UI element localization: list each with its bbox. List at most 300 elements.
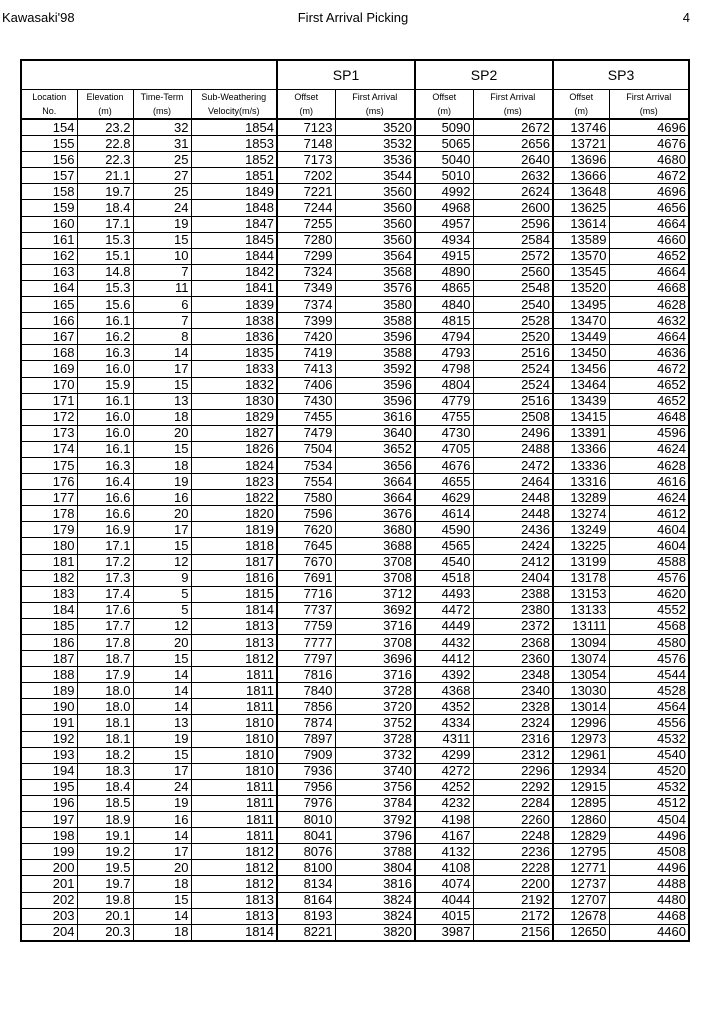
table-cell: 4628 bbox=[609, 297, 689, 313]
table-cell: 19 bbox=[133, 795, 191, 811]
table-cell: 4672 bbox=[609, 168, 689, 184]
table-cell: 4412 bbox=[415, 651, 473, 667]
table-cell: 13391 bbox=[553, 425, 609, 441]
table-cell: 4840 bbox=[415, 297, 473, 313]
table-cell: 1832 bbox=[191, 377, 277, 393]
table-cell: 4392 bbox=[415, 667, 473, 683]
table-cell: 13696 bbox=[553, 152, 609, 168]
table-cell: 18.0 bbox=[77, 699, 133, 715]
table-cell: 5 bbox=[133, 586, 191, 602]
table-cell: 2156 bbox=[473, 924, 553, 941]
table-cell: 17 bbox=[133, 361, 191, 377]
table-cell: 3692 bbox=[335, 602, 415, 618]
table-cell: 3536 bbox=[335, 152, 415, 168]
table-cell: 4992 bbox=[415, 184, 473, 200]
table-cell: 4620 bbox=[609, 586, 689, 602]
table-cell: 13470 bbox=[553, 313, 609, 329]
table-cell: 164 bbox=[21, 280, 77, 296]
table-cell: 4512 bbox=[609, 795, 689, 811]
table-cell: 2560 bbox=[473, 264, 553, 280]
table-cell: 1841 bbox=[191, 280, 277, 296]
table-cell: 13153 bbox=[553, 586, 609, 602]
table-cell: 5090 bbox=[415, 119, 473, 136]
table-cell: 4556 bbox=[609, 715, 689, 731]
table-cell: 3596 bbox=[335, 329, 415, 345]
table-cell: 194 bbox=[21, 763, 77, 779]
table-cell: 186 bbox=[21, 635, 77, 651]
sp1-header: SP1 bbox=[277, 60, 415, 90]
page-header bbox=[0, 10, 706, 30]
table-cell: 2584 bbox=[473, 232, 553, 248]
table-cell: 7406 bbox=[277, 377, 335, 393]
table-cell: 18.1 bbox=[77, 715, 133, 731]
table-body bbox=[21, 119, 689, 941]
table-cell: 5 bbox=[133, 602, 191, 618]
column-header: First Arrival bbox=[335, 90, 415, 105]
table-cell: 9 bbox=[133, 570, 191, 586]
table-cell: 12996 bbox=[553, 715, 609, 731]
sp3-header: SP3 bbox=[553, 60, 689, 90]
table-cell: 1811 bbox=[191, 667, 277, 683]
table-cell: 1813 bbox=[191, 635, 277, 651]
table-cell: 13666 bbox=[553, 168, 609, 184]
table-cell: 3568 bbox=[335, 264, 415, 280]
table-cell: 3804 bbox=[335, 860, 415, 876]
table-row bbox=[21, 474, 689, 490]
table-cell: 7670 bbox=[277, 554, 335, 570]
table-row bbox=[21, 667, 689, 683]
table-cell: 17.9 bbox=[77, 667, 133, 683]
table-cell: 2368 bbox=[473, 635, 553, 651]
column-header: (ms) bbox=[335, 104, 415, 119]
table-cell: 16.4 bbox=[77, 474, 133, 490]
table-cell: 4604 bbox=[609, 538, 689, 554]
table-cell: 4352 bbox=[415, 699, 473, 715]
table-cell: 19.5 bbox=[77, 860, 133, 876]
column-header: Offset bbox=[415, 90, 473, 105]
table-cell: 3708 bbox=[335, 570, 415, 586]
table-row bbox=[21, 924, 689, 941]
table-cell: 4334 bbox=[415, 715, 473, 731]
table-cell: 7173 bbox=[277, 152, 335, 168]
table-cell: 4636 bbox=[609, 345, 689, 361]
table-cell: 3824 bbox=[335, 892, 415, 908]
table-cell: 4798 bbox=[415, 361, 473, 377]
table-cell: 3564 bbox=[335, 248, 415, 264]
table-cell: 170 bbox=[21, 377, 77, 393]
table-cell: 2372 bbox=[473, 618, 553, 634]
table-cell: 16.1 bbox=[77, 441, 133, 457]
table-cell: 15 bbox=[133, 747, 191, 763]
column-header: (ms) bbox=[133, 104, 191, 119]
table-cell: 4614 bbox=[415, 506, 473, 522]
table-cell: 17.3 bbox=[77, 570, 133, 586]
table-cell: 7430 bbox=[277, 393, 335, 409]
table-cell: 3708 bbox=[335, 554, 415, 570]
table-cell: 4865 bbox=[415, 280, 473, 296]
table-cell: 3616 bbox=[335, 409, 415, 425]
table-cell: 8134 bbox=[277, 876, 335, 892]
table-cell: 2192 bbox=[473, 892, 553, 908]
column-header: Sub-Weathering bbox=[191, 90, 277, 105]
table-cell: 18.9 bbox=[77, 812, 133, 828]
table-cell: 3560 bbox=[335, 184, 415, 200]
table-cell: 2632 bbox=[473, 168, 553, 184]
table-cell: 14 bbox=[133, 345, 191, 361]
table-cell: 162 bbox=[21, 248, 77, 264]
table-row bbox=[21, 828, 689, 844]
table-cell: 4957 bbox=[415, 216, 473, 232]
table-cell: 12795 bbox=[553, 844, 609, 860]
table-cell: 2516 bbox=[473, 393, 553, 409]
table-cell: 13450 bbox=[553, 345, 609, 361]
table-cell: 1833 bbox=[191, 361, 277, 377]
table-cell: 4532 bbox=[609, 779, 689, 795]
table-cell: 4664 bbox=[609, 216, 689, 232]
table-cell: 190 bbox=[21, 699, 77, 715]
table-cell: 24 bbox=[133, 200, 191, 216]
table-cell: 15.1 bbox=[77, 248, 133, 264]
table-cell: 8041 bbox=[277, 828, 335, 844]
table-cell: 13030 bbox=[553, 683, 609, 699]
table-cell: 8164 bbox=[277, 892, 335, 908]
table-cell: 4198 bbox=[415, 812, 473, 828]
column-header: Offset bbox=[553, 90, 609, 105]
table-cell: 12895 bbox=[553, 795, 609, 811]
table-row bbox=[21, 345, 689, 361]
table-cell: 1810 bbox=[191, 715, 277, 731]
table-cell: 13289 bbox=[553, 490, 609, 506]
table-cell: 4472 bbox=[415, 602, 473, 618]
table-cell: 2172 bbox=[473, 908, 553, 924]
table-cell: 195 bbox=[21, 779, 77, 795]
table-cell: 1835 bbox=[191, 345, 277, 361]
table-row bbox=[21, 136, 689, 152]
header-title: First Arrival Picking bbox=[297, 10, 409, 25]
table-cell: 14 bbox=[133, 667, 191, 683]
table-cell: 198 bbox=[21, 828, 77, 844]
table-cell: 19 bbox=[133, 731, 191, 747]
table-cell: 12915 bbox=[553, 779, 609, 795]
table-cell: 3680 bbox=[335, 522, 415, 538]
table-cell: 191 bbox=[21, 715, 77, 731]
table-row bbox=[21, 490, 689, 506]
table-row bbox=[21, 393, 689, 409]
table-cell: 3728 bbox=[335, 683, 415, 699]
column-header: (m) bbox=[415, 104, 473, 119]
table-row bbox=[21, 409, 689, 425]
blank-header-cell bbox=[21, 60, 277, 90]
table-cell: 3732 bbox=[335, 747, 415, 763]
table-cell: 16.0 bbox=[77, 361, 133, 377]
column-header: (ms) bbox=[473, 104, 553, 119]
table-cell: 13625 bbox=[553, 200, 609, 216]
table-cell: 166 bbox=[21, 313, 77, 329]
table-cell: 15.3 bbox=[77, 232, 133, 248]
table-cell: 20 bbox=[133, 635, 191, 651]
table-cell: 2380 bbox=[473, 602, 553, 618]
table-cell: 4624 bbox=[609, 441, 689, 457]
table-cell: 3544 bbox=[335, 168, 415, 184]
column-header: First Arrival bbox=[473, 90, 553, 105]
table-cell: 2316 bbox=[473, 731, 553, 747]
table-cell: 181 bbox=[21, 554, 77, 570]
table-cell: 3652 bbox=[335, 441, 415, 457]
table-cell: 3752 bbox=[335, 715, 415, 731]
table-cell: 18 bbox=[133, 924, 191, 941]
table-cell: 3560 bbox=[335, 200, 415, 216]
table-cell: 4934 bbox=[415, 232, 473, 248]
table-cell: 4493 bbox=[415, 586, 473, 602]
table-cell: 1810 bbox=[191, 731, 277, 747]
table-cell: 3784 bbox=[335, 795, 415, 811]
table-cell: 13415 bbox=[553, 409, 609, 425]
table-cell: 1817 bbox=[191, 554, 277, 570]
table-row bbox=[21, 361, 689, 377]
table-row bbox=[21, 329, 689, 345]
table-cell: 4705 bbox=[415, 441, 473, 457]
table-cell: 13456 bbox=[553, 361, 609, 377]
table-cell: 16.6 bbox=[77, 490, 133, 506]
table-cell: 3588 bbox=[335, 313, 415, 329]
table-cell: 14.8 bbox=[77, 264, 133, 280]
table-cell: 12961 bbox=[553, 747, 609, 763]
table-cell: 2260 bbox=[473, 812, 553, 828]
table-cell: 3688 bbox=[335, 538, 415, 554]
table-cell: 7956 bbox=[277, 779, 335, 795]
table-cell: 16.1 bbox=[77, 313, 133, 329]
table-cell: 17.4 bbox=[77, 586, 133, 602]
column-header-row-1 bbox=[21, 90, 689, 105]
table-cell: 3756 bbox=[335, 779, 415, 795]
table-cell: 22.8 bbox=[77, 136, 133, 152]
table-cell: 16 bbox=[133, 490, 191, 506]
table-cell: 4890 bbox=[415, 264, 473, 280]
table-cell: 3696 bbox=[335, 651, 415, 667]
table-cell: 2340 bbox=[473, 683, 553, 699]
table-cell: 1812 bbox=[191, 651, 277, 667]
table-cell: 4793 bbox=[415, 345, 473, 361]
table-cell: 3796 bbox=[335, 828, 415, 844]
table-row bbox=[21, 264, 689, 280]
table-cell: 2424 bbox=[473, 538, 553, 554]
table-cell: 8 bbox=[133, 329, 191, 345]
table-cell: 1844 bbox=[191, 248, 277, 264]
table-cell: 13520 bbox=[553, 280, 609, 296]
table-cell: 1813 bbox=[191, 892, 277, 908]
table-cell: 4660 bbox=[609, 232, 689, 248]
table-cell: 4680 bbox=[609, 152, 689, 168]
table-row bbox=[21, 618, 689, 634]
table-cell: 4132 bbox=[415, 844, 473, 860]
table-cell: 2348 bbox=[473, 667, 553, 683]
table-cell: 4432 bbox=[415, 635, 473, 651]
table-cell: 13316 bbox=[553, 474, 609, 490]
table-cell: 2596 bbox=[473, 216, 553, 232]
table-cell: 2236 bbox=[473, 844, 553, 860]
table-cell: 16.9 bbox=[77, 522, 133, 538]
table-cell: 4664 bbox=[609, 264, 689, 280]
table-cell: 3820 bbox=[335, 924, 415, 941]
table-cell: 1810 bbox=[191, 763, 277, 779]
table-cell: 1823 bbox=[191, 474, 277, 490]
table-cell: 3676 bbox=[335, 506, 415, 522]
table-cell: 1813 bbox=[191, 618, 277, 634]
table-cell: 3596 bbox=[335, 377, 415, 393]
table-cell: 4449 bbox=[415, 618, 473, 634]
table-cell: 2328 bbox=[473, 699, 553, 715]
table-cell: 7534 bbox=[277, 457, 335, 473]
table-row bbox=[21, 779, 689, 795]
table-cell: 13 bbox=[133, 393, 191, 409]
table-cell: 4804 bbox=[415, 377, 473, 393]
column-header: Offset bbox=[277, 90, 335, 105]
table-cell: 16.2 bbox=[77, 329, 133, 345]
table-cell: 13366 bbox=[553, 441, 609, 457]
table-cell: 7716 bbox=[277, 586, 335, 602]
table-cell: 13464 bbox=[553, 377, 609, 393]
table-cell: 3640 bbox=[335, 425, 415, 441]
table-cell: 7 bbox=[133, 264, 191, 280]
table-cell: 3588 bbox=[335, 345, 415, 361]
table-cell: 18.7 bbox=[77, 651, 133, 667]
table-cell: 2488 bbox=[473, 441, 553, 457]
table-cell: 18 bbox=[133, 457, 191, 473]
column-header: Velocity(m/s) bbox=[191, 104, 277, 119]
table-cell: 4299 bbox=[415, 747, 473, 763]
table-cell: 1814 bbox=[191, 924, 277, 941]
table-row bbox=[21, 425, 689, 441]
table-cell: 17 bbox=[133, 522, 191, 538]
table-cell: 11 bbox=[133, 280, 191, 296]
table-cell: 4311 bbox=[415, 731, 473, 747]
table-cell: 32 bbox=[133, 119, 191, 136]
table-cell: 7479 bbox=[277, 425, 335, 441]
table-cell: 6 bbox=[133, 297, 191, 313]
table-cell: 7374 bbox=[277, 297, 335, 313]
table-cell: 14 bbox=[133, 828, 191, 844]
table-cell: 1812 bbox=[191, 876, 277, 892]
table-cell: 2448 bbox=[473, 506, 553, 522]
table-cell: 1811 bbox=[191, 828, 277, 844]
table-cell: 20.3 bbox=[77, 924, 133, 941]
table-cell: 7255 bbox=[277, 216, 335, 232]
table-cell: 3740 bbox=[335, 763, 415, 779]
table-cell: 17.8 bbox=[77, 635, 133, 651]
table-cell: 19.8 bbox=[77, 892, 133, 908]
table-cell: 4580 bbox=[609, 635, 689, 651]
table-row bbox=[21, 795, 689, 811]
table-cell: 31 bbox=[133, 136, 191, 152]
table-cell: 4652 bbox=[609, 248, 689, 264]
table-cell: 180 bbox=[21, 538, 77, 554]
table-cell: 3716 bbox=[335, 667, 415, 683]
table-cell: 4015 bbox=[415, 908, 473, 924]
table-cell: 19 bbox=[133, 474, 191, 490]
table-cell: 2248 bbox=[473, 828, 553, 844]
table-cell: 4488 bbox=[609, 876, 689, 892]
table-cell: 19.2 bbox=[77, 844, 133, 860]
table-cell: 16.6 bbox=[77, 506, 133, 522]
table-cell: 7759 bbox=[277, 618, 335, 634]
table-cell: 184 bbox=[21, 602, 77, 618]
table-cell: 7691 bbox=[277, 570, 335, 586]
table-cell: 4460 bbox=[609, 924, 689, 941]
table-cell: 3792 bbox=[335, 812, 415, 828]
table-cell: 12678 bbox=[553, 908, 609, 924]
table-cell: 188 bbox=[21, 667, 77, 683]
table-cell: 1816 bbox=[191, 570, 277, 586]
table-cell: 1815 bbox=[191, 586, 277, 602]
table-cell: 4664 bbox=[609, 329, 689, 345]
table-cell: 2520 bbox=[473, 329, 553, 345]
table-cell: 1851 bbox=[191, 168, 277, 184]
table-cell: 7874 bbox=[277, 715, 335, 731]
table-cell: 1811 bbox=[191, 699, 277, 715]
table-cell: 19.7 bbox=[77, 876, 133, 892]
table-cell: 1812 bbox=[191, 860, 277, 876]
table-cell: 20.1 bbox=[77, 908, 133, 924]
table-cell: 17.6 bbox=[77, 602, 133, 618]
column-header: (m) bbox=[277, 104, 335, 119]
table-cell: 13249 bbox=[553, 522, 609, 538]
table-cell: 13074 bbox=[553, 651, 609, 667]
table-cell: 7221 bbox=[277, 184, 335, 200]
table-cell: 13439 bbox=[553, 393, 609, 409]
table-cell: 169 bbox=[21, 361, 77, 377]
table-cell: 22.3 bbox=[77, 152, 133, 168]
table-cell: 185 bbox=[21, 618, 77, 634]
table-cell: 4368 bbox=[415, 683, 473, 699]
table-cell: 2464 bbox=[473, 474, 553, 490]
table-cell: 3712 bbox=[335, 586, 415, 602]
table-cell: 2312 bbox=[473, 747, 553, 763]
table-cell: 7202 bbox=[277, 168, 335, 184]
column-header: (m) bbox=[553, 104, 609, 119]
table-cell: 2292 bbox=[473, 779, 553, 795]
table-cell: 2404 bbox=[473, 570, 553, 586]
table-cell: 18 bbox=[133, 876, 191, 892]
table-cell: 3816 bbox=[335, 876, 415, 892]
table-cell: 4544 bbox=[609, 667, 689, 683]
table-cell: 4968 bbox=[415, 200, 473, 216]
table-cell: 4532 bbox=[609, 731, 689, 747]
table-cell: 197 bbox=[21, 812, 77, 828]
table-cell: 4676 bbox=[415, 457, 473, 473]
table-row bbox=[21, 844, 689, 860]
table-row bbox=[21, 119, 689, 136]
table-cell: 3987 bbox=[415, 924, 473, 941]
table-cell: 7324 bbox=[277, 264, 335, 280]
table-cell: 16.0 bbox=[77, 409, 133, 425]
table-cell: 4915 bbox=[415, 248, 473, 264]
table-cell: 1827 bbox=[191, 425, 277, 441]
table-cell: 4540 bbox=[415, 554, 473, 570]
table-row bbox=[21, 763, 689, 779]
table-cell: 21.1 bbox=[77, 168, 133, 184]
table-row bbox=[21, 876, 689, 892]
table-cell: 12973 bbox=[553, 731, 609, 747]
table-cell: 13199 bbox=[553, 554, 609, 570]
table-cell: 4504 bbox=[609, 812, 689, 828]
table-cell: 4590 bbox=[415, 522, 473, 538]
table-cell: 18.2 bbox=[77, 747, 133, 763]
table-cell: 25 bbox=[133, 152, 191, 168]
table-cell: 204 bbox=[21, 924, 77, 941]
table-cell: 4576 bbox=[609, 651, 689, 667]
table-cell: 7419 bbox=[277, 345, 335, 361]
table-cell: 2324 bbox=[473, 715, 553, 731]
